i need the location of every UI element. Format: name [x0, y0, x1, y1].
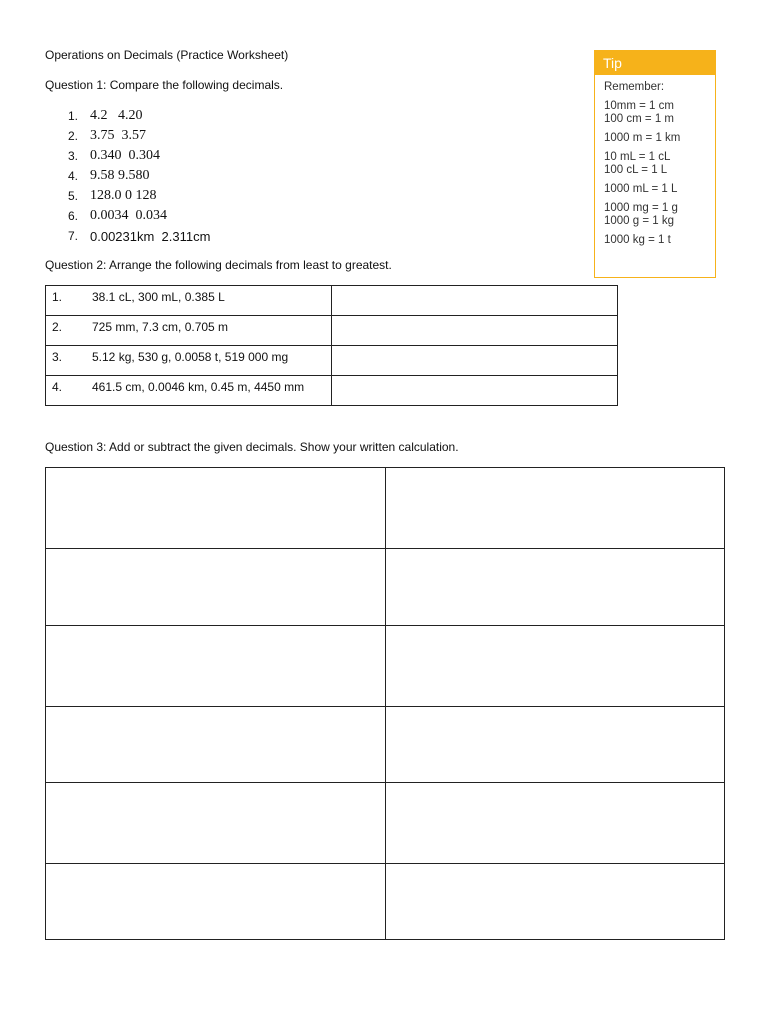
answer-cell[interactable] [332, 286, 618, 316]
question-3-heading: Question 3: Add or subtract the given decimals. Show your written calculation. [45, 440, 459, 454]
answer-cell[interactable] [385, 549, 725, 625]
answer-cell[interactable] [46, 707, 385, 782]
comparison-pair: 9.58 9.580 [90, 168, 150, 183]
list-item: 6. 0.0034 0.034 [68, 208, 167, 223]
comparison-pair: 3.75 3.57 [90, 128, 146, 143]
comparison-pair: 0.340 0.304 [90, 148, 160, 163]
tip-conversion: 10mm = 1 cm [604, 100, 674, 112]
worksheet-title: Operations on Decimals (Practice Worksheet) [45, 48, 289, 62]
answer-cell[interactable] [46, 468, 385, 548]
tip-conversion: 100 cm = 1 m [604, 113, 674, 125]
tip-title: Tip [595, 51, 715, 75]
table-row [46, 706, 724, 782]
list-item: 7. 0.00231km 2.311cm [68, 228, 211, 244]
table-row [46, 625, 724, 706]
question-2-heading: Question 2: Arrange the following decimals from least to greatest. [45, 258, 392, 272]
answer-cell[interactable] [46, 783, 385, 863]
answer-cell[interactable] [385, 468, 725, 548]
question-1-heading: Question 1: Compare the following decimals. [45, 78, 284, 92]
answer-cell[interactable] [385, 707, 725, 782]
prompt-cell: 2. 725 mm, 7.3 cm, 0.705 m [46, 316, 332, 346]
table-row [46, 286, 618, 316]
prompt-cell: 3. 5.12 kg, 530 g, 0.0058 t, 519 000 mg [46, 346, 332, 376]
answer-cell[interactable] [385, 864, 725, 939]
prompt-cell: 4. 461.5 cm, 0.0046 km, 0.45 m, 4450 mm [46, 376, 332, 406]
answer-cell[interactable] [46, 549, 385, 625]
table-row [46, 863, 724, 939]
list-item: 1. 4.2 4.20 [68, 108, 143, 123]
table-row [46, 346, 618, 376]
tip-conversion: 1000 g = 1 kg [604, 215, 675, 227]
question-2-table [45, 285, 618, 406]
list-item: 3. 0.340 0.304 [68, 148, 160, 163]
table-row [46, 468, 724, 548]
comparison-pair: 0.00231km 2.311cm [90, 228, 211, 244]
answer-cell[interactable] [46, 626, 385, 706]
tip-conversion: 1000 mL = 1 L [604, 183, 678, 195]
tip-conversion: 1000 m = 1 km [604, 132, 681, 144]
prompt-cell: 1. 38.1 cL, 300 mL, 0.385 L [46, 286, 332, 316]
table-row [46, 782, 724, 863]
answer-cell[interactable] [332, 346, 618, 376]
table-row [46, 376, 618, 406]
answer-cell[interactable] [385, 783, 725, 863]
comparison-pair: 0.0034 0.034 [90, 208, 167, 223]
answer-cell[interactable] [332, 376, 618, 406]
question-1-list [68, 106, 210, 246]
comparison-pair: 128.0 0 128 [90, 188, 157, 203]
tip-remember: Remember: [604, 81, 665, 93]
table-row [46, 548, 724, 625]
answer-cell[interactable] [385, 626, 725, 706]
tip-box [594, 50, 716, 278]
answer-cell[interactable] [46, 864, 385, 939]
answer-cell[interactable] [332, 316, 618, 346]
question-3-answer-grid [45, 467, 725, 940]
tip-conversion: 1000 kg = 1 t [604, 234, 671, 246]
tip-conversion: 10 mL = 1 cL [604, 151, 671, 163]
list-item: 2. 3.75 3.57 [68, 128, 146, 143]
comparison-pair: 4.2 4.20 [90, 108, 143, 123]
list-item: 4. 9.58 9.580 [68, 168, 150, 183]
tip-conversion: 1000 mg = 1 g [604, 202, 678, 214]
tip-conversion: 100 cL = 1 L [604, 164, 668, 176]
list-item: 5. 128.0 0 128 [68, 188, 157, 203]
tip-body [595, 75, 715, 247]
table-row [46, 316, 618, 346]
